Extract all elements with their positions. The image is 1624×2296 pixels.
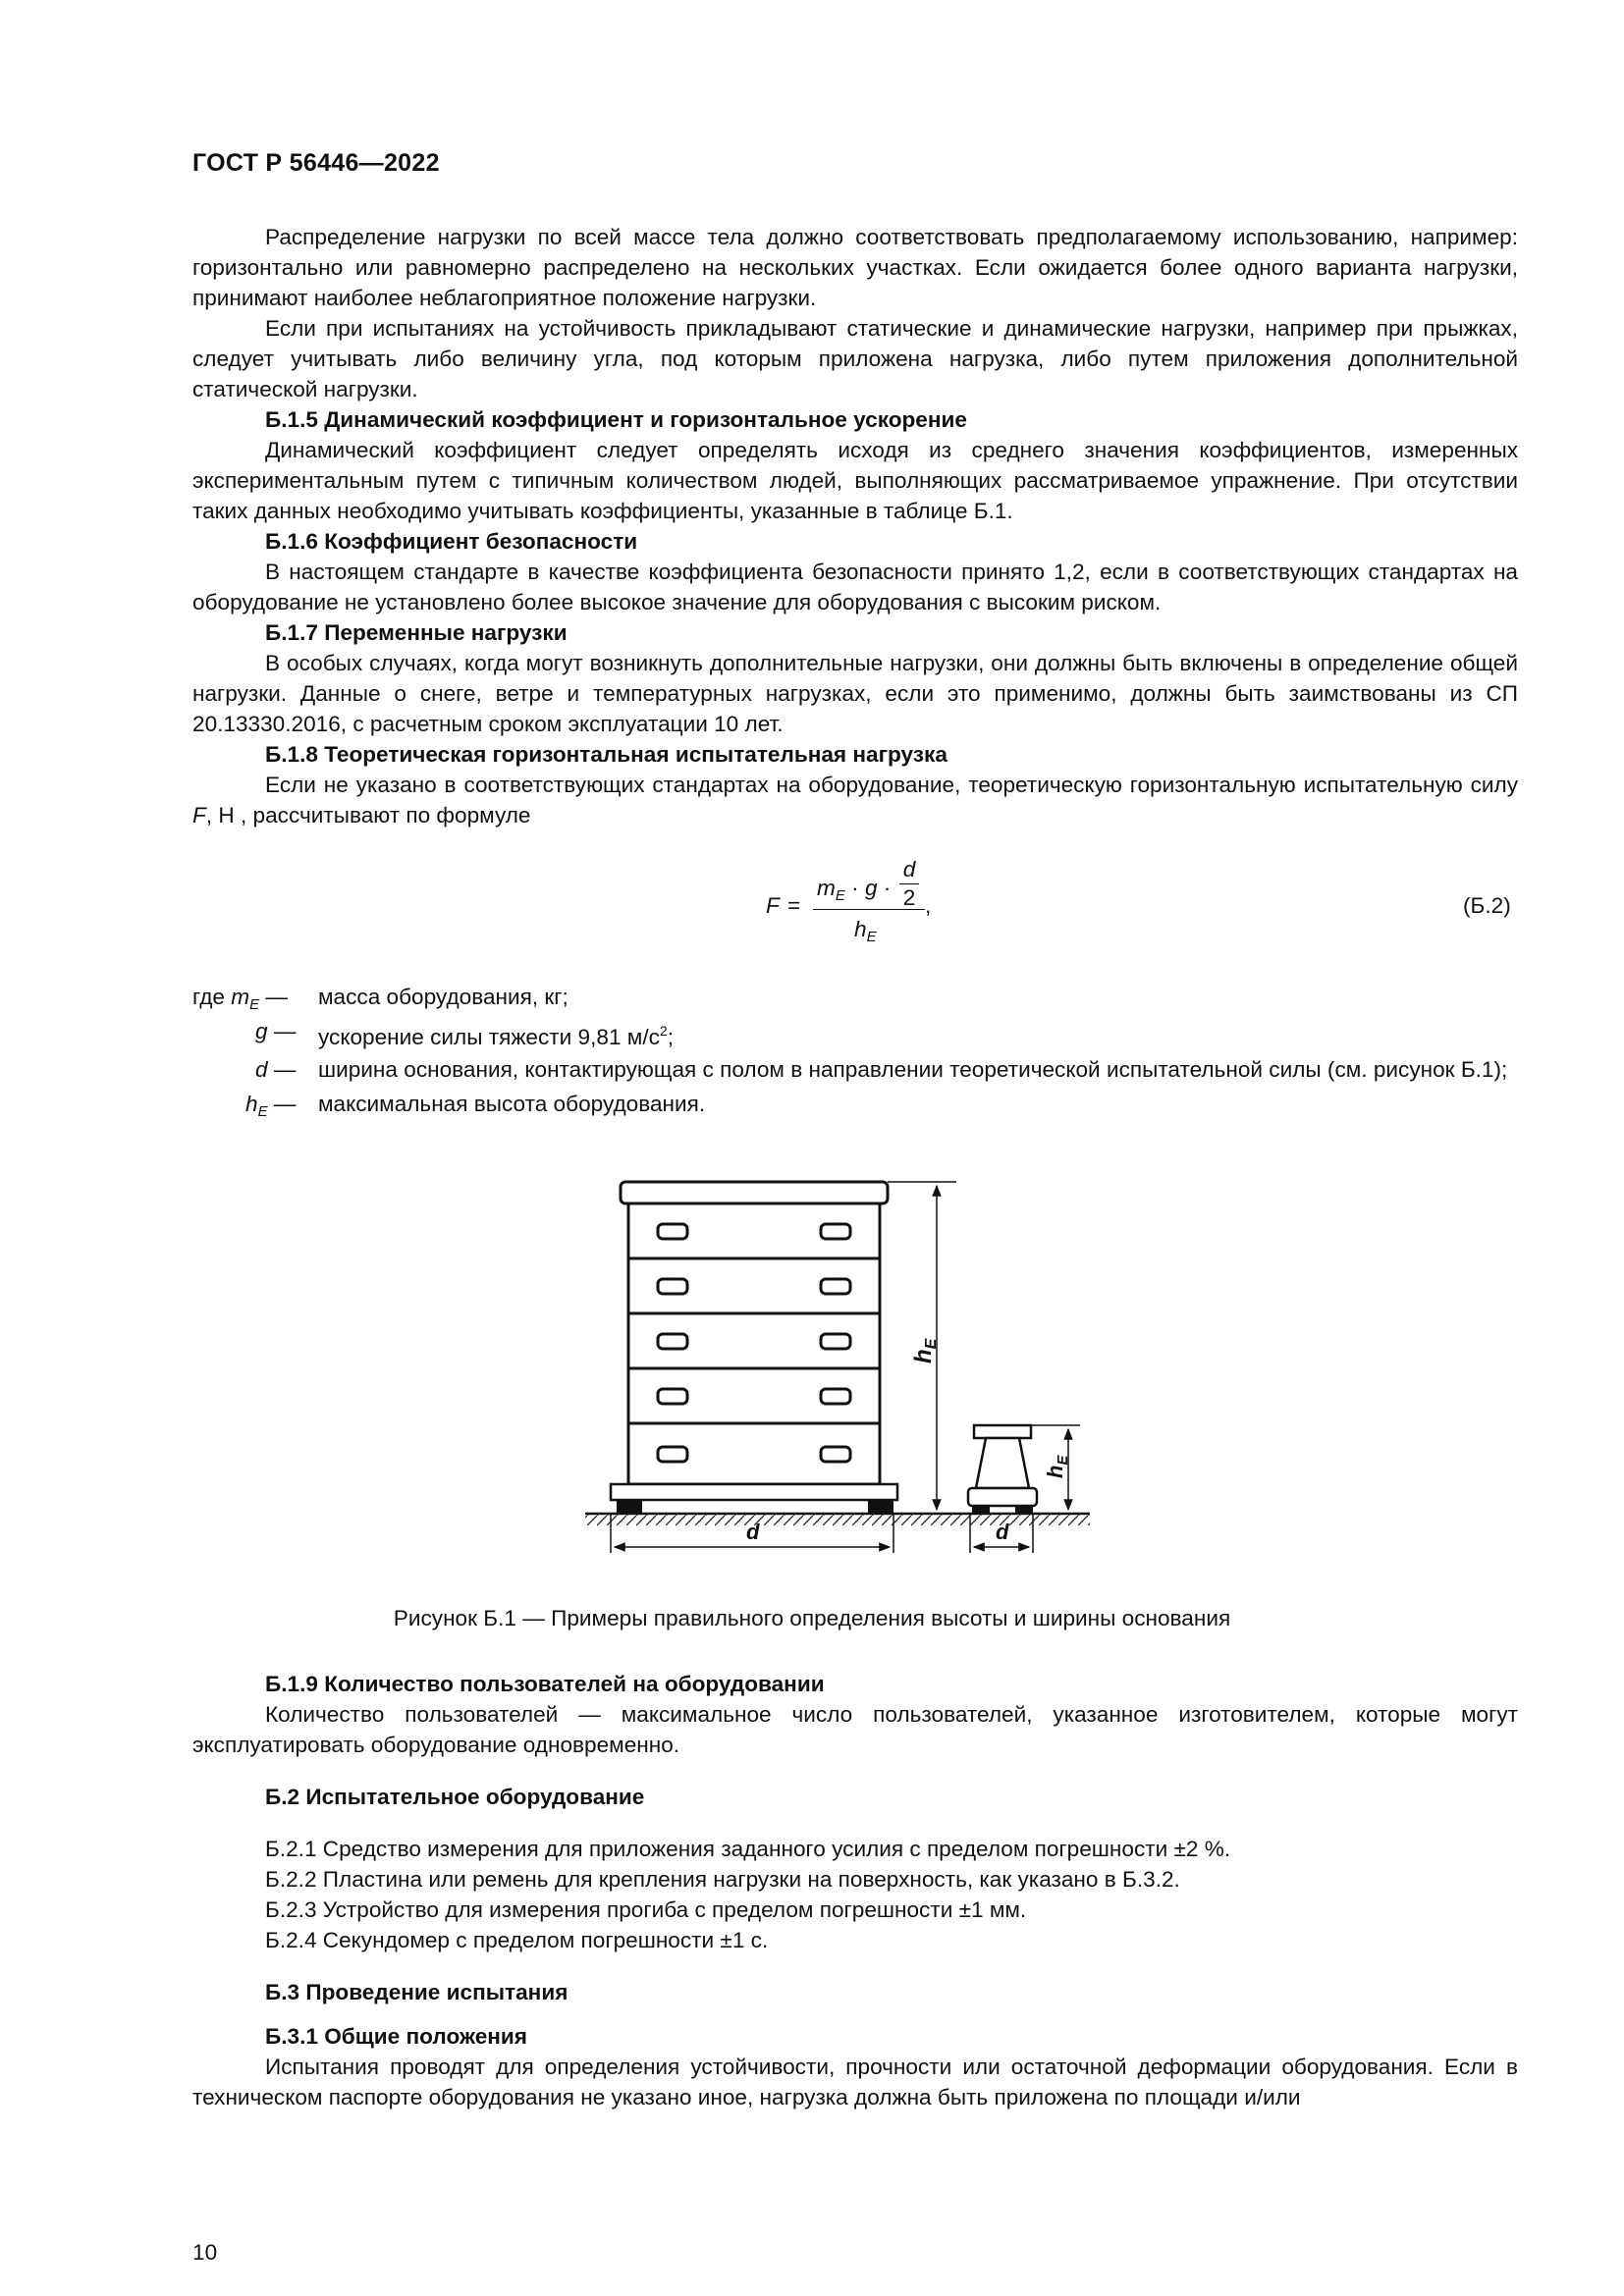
stool-height-label: $h_E$ bbox=[1043, 1455, 1071, 1478]
list-item-b22: Б.2.2 Пластина или ремень для крепления нагрузки на поверхность, как указано в Б.3.2. bbox=[265, 1867, 1180, 1892]
formula-b2 bbox=[766, 852, 962, 960]
section-b2-title: Б.2 Испытательное оборудование bbox=[265, 1785, 645, 1809]
section-b31-title: Б.3.1 Общие положения bbox=[265, 2024, 527, 2049]
list-item-b21: Б.2.1 Средство измерения для приложения заданного усилия с пределом погрешности ±2 %. bbox=[265, 1837, 1231, 1861]
cabinet-height-label: $h_E$ bbox=[910, 1338, 940, 1363]
formula-fraction-bar bbox=[813, 909, 925, 910]
formula-denominator: $h_E$ bbox=[854, 917, 877, 945]
formula-equals: = bbox=[787, 893, 801, 918]
stool-drawing bbox=[968, 1425, 1037, 1514]
definition-g: g — ускорение силы тяжести 9,81 $м/с^2$; bbox=[255, 1019, 674, 1049]
section-b19-title: Б.1.9 Количество пользователей на оборудовании bbox=[265, 1672, 825, 1696]
section-b16-text: В настоящем стандарте в качестве коэффициента безопасности принято 1,2, если в соответствующих стандартах на оборудование не установлено более высокое значение для оборудования с высоким риском. bbox=[192, 560, 1518, 614]
cabinet-drawing bbox=[611, 1182, 897, 1514]
section-b17-title: Б.1.7 Переменные нагрузки bbox=[265, 620, 568, 645]
formula-number: (Б.2) bbox=[1463, 893, 1511, 918]
definition-d: d — ширина основания, контактирующая с полом в направлении теоретической испытательной силы (см. рисунок Б.1); bbox=[255, 1057, 1508, 1082]
figure-caption: Рисунок Б.1 — Примеры правильного определения высоты и ширины основания bbox=[393, 1606, 1231, 1630]
document-header: ГОСТ Р 56446—2022 bbox=[192, 149, 440, 177]
section-b18-text bbox=[192, 770, 1518, 830]
section-b31-text: Испытания проводят для определения устойчивости, прочности или остаточной деформации оборудования. Если в техническом паспорте оборудования не указано иное, нагрузка должна быть приложена по площади и/или bbox=[192, 2055, 1518, 2109]
section-b19-text: Количество пользователей — максимальное число пользователей, указанное изготовителем, которые могут эксплуатировать оборудование одновременно. bbox=[192, 1702, 1518, 1757]
cabinet-width-label: d bbox=[746, 1520, 760, 1544]
list-item-b23: Б.2.3 Устройство для измерения прогиба с пределом погрешности ±1 мм. bbox=[265, 1897, 1027, 1922]
lower-body bbox=[192, 1669, 1518, 2112]
section-b17-text: В особых случаях, когда могут возникнуть дополнительные нагрузки, они должны быть включены в определение общей нагрузки. Данные о снеге, ветре и температурных нагрузках, если это применимо, должны быть заимствованы из СП 20.13330.2016, с расчетным сроком эксплуатации 10 лет. bbox=[192, 651, 1518, 736]
section-b18-var-f: F bbox=[192, 803, 206, 828]
page-number: 10 bbox=[192, 2240, 218, 2265]
formula-comma: , bbox=[925, 893, 932, 918]
definition-mE: где $m_E$ — масса оборудования, кг; bbox=[192, 985, 568, 1013]
intro-paragraph-2: Если при испытаниях на устойчивость прикладывают статические и динамические нагрузки, например при прыжках, следует учитывать либо величину угла, под которым приложена нагрузка, либо путем приложения дополнительной статической нагрузки. bbox=[192, 316, 1518, 401]
formula-numerator: $m_E \cdot g$ · bbox=[817, 876, 892, 904]
section-b15-title: Б.1.5 Динамический коэффициент и горизонтальное ускорение bbox=[265, 407, 967, 432]
formula-lhs: F bbox=[766, 893, 780, 918]
section-b18-title: Б.1.8 Теоретическая горизонтальная испытательная нагрузка bbox=[265, 742, 947, 767]
definition-hE: $h_E$ — максимальная высота оборудования. bbox=[245, 1092, 706, 1120]
formula-definitions bbox=[192, 982, 1528, 1121]
figure-b1-diagram bbox=[577, 1162, 1147, 1555]
section-b15-text: Динамический коэффициент следует определять исходя из среднего значения коэффициентов, измеренных экспериментальным путем с типичным количеством людей, выполняющих рассматриваемое упражнение. При отсутствии таких данных необходимо учитывать коэффициенты, указанные в таблице Б.1. bbox=[192, 438, 1518, 523]
section-b16-title: Б.1.6 Коэффициент безопасности bbox=[265, 529, 638, 554]
section-b18-text-before: Если не указано в соответствующих стандартах на оборудование, теоретическую горизонтальную испытательную силу bbox=[265, 773, 1518, 797]
upper-body bbox=[192, 222, 1518, 830]
stool-width-label: d bbox=[996, 1520, 1009, 1544]
formula-half-d: d 2 bbox=[899, 856, 919, 912]
section-b3-title: Б.3 Проведение испытания bbox=[265, 1980, 568, 2004]
ground-hatching bbox=[585, 1514, 1090, 1525]
intro-paragraph-1: Распределение нагрузки по всей массе тела должно соответствовать предполагаемому использованию, например: горизонтально или равномерно распределено на нескольких участках. Если ожидается более одного варианта нагрузки, принимают наиболее неблагоприятное положение нагрузки. bbox=[192, 225, 1518, 310]
list-item-b24: Б.2.4 Секундомер с пределом погрешности ±1 с. bbox=[265, 1928, 769, 1952]
section-b18-text-after: , Н , рассчитывают по формуле bbox=[205, 803, 531, 828]
